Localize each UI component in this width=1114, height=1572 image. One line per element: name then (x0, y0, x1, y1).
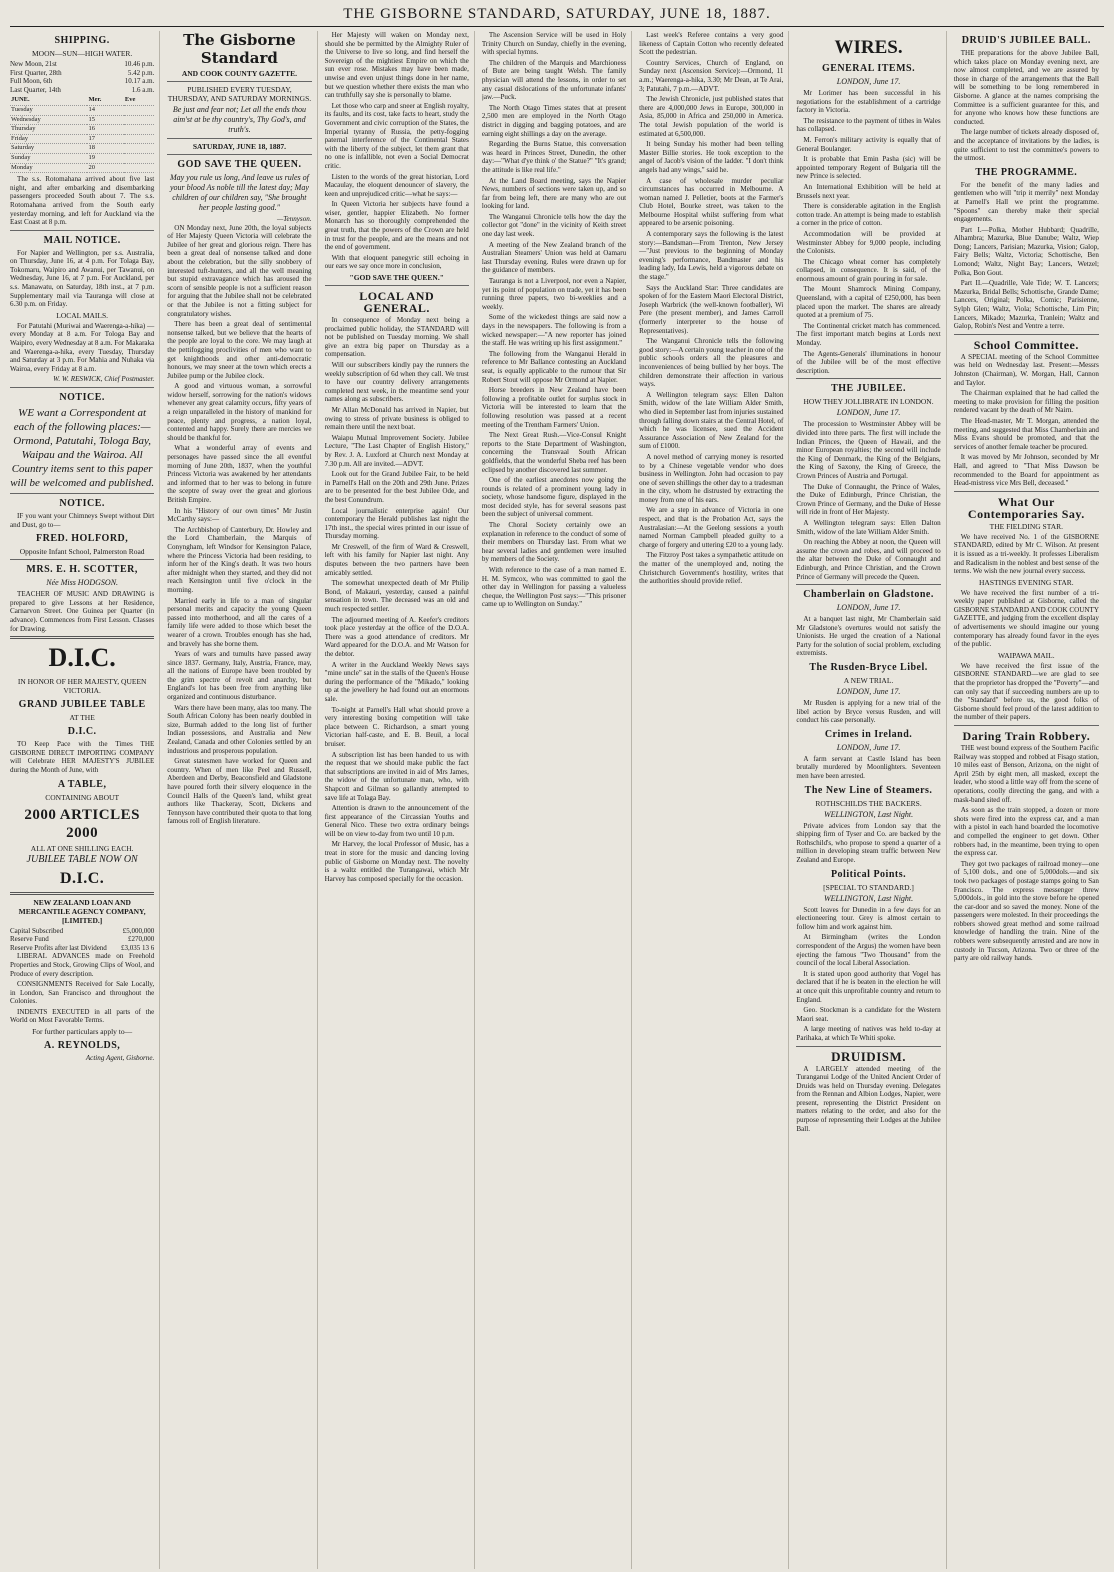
wire-item: The procession to Westminster Abbey will be divided into three parts. The first will include the Indian Princes, the Queen of Hawaii, and the minor European royalties; the second will include the King of Denmark, the King of the Belgians, the King of Saxony, the King of Greece, the Crown Princes of Austria and Portugal. (796, 420, 941, 480)
dateline: WELLINGTON, Last Night. (823, 809, 914, 819)
ball-paragraph: The large number of tickets already disposed of, and the acceptance of invitations by the ladies, is quite sufficient to test the committee's powers to the utmost. (953, 128, 1099, 163)
local-item: The somewhat unexpected death of Mr Philip Bond, of Makauri, yesterday, caused a painful sensation in town. The deceased was an old and much respected settler. (324, 579, 469, 614)
chimney-notice: IF you want your Chimneys Swept without Dirt and Dust, go to— (10, 512, 155, 529)
news-item: The Ascension Service will be used in Holy Trinity Church on Sunday, chiefly in the evening, with special hymns. (481, 31, 627, 57)
school-paragraph: The Head-master, Mr T. Morgan, attended the meeting, and suggested that Miss Chamberlain and Miss Evans should be promoted, and that the services of another female teacher be procured. (953, 416, 1099, 451)
divider (954, 725, 1099, 726)
shilling: ALL AT ONE SHILLING EACH. (30, 843, 134, 853)
wire-item: An International Exhibition will be held at Brussels next year. (796, 182, 941, 200)
local-item: A subscription list has been handed to us with the request that we should make public the fact that subscriptions are invited in aid of Mrs James, the widow of the unfortunate man, who, with Shapcott and Gilman so gallantly attempted to save life at Tolaga Bay. (324, 750, 469, 802)
wires-heading: WIRES. (834, 37, 903, 58)
agent-title: Acting Agent, Gisborne. (85, 1054, 155, 1063)
article-paragraph: Years of wars and tumults have passed away since 1837. Germany, Italy, Austria, France, may, all the nations of Europe have been troubled by the grim spectre of revolt and anarchy, but England's lot has been free from anything like organized and continuous disturbance. (167, 650, 312, 702)
wire-item: Private advices from London say that the shipping firm of Tyser and Co. are backed by the Rothschild's, who propose to spend a quarter of a million in developing steam traffic between New Zealand and Europe. (796, 821, 941, 864)
news-item: Tauranga is not a Liverpool, nor even a Napier, yet its point of population on trade, yet it has been running three papers, two bi-weeklies and a weekly. (481, 277, 627, 311)
wire-item: The resistance to the payment of tithes in Wales has collapsed. (796, 116, 941, 134)
capital-list (10, 927, 154, 953)
dic-heading-3: D.I.C. (59, 869, 105, 887)
political-subheading: [SPECIAL TO STANDARD.] (823, 882, 914, 892)
tide-blank (124, 125, 154, 135)
tide-date: 18 (87, 144, 123, 154)
moon-phase-label: First Quarter, 28th (10, 68, 62, 77)
dateline: LONDON, June 17. (836, 408, 901, 418)
news-item: One of the earliest anecdotes now going the rounds is related of a prominent young lady in society, whose handsome figure, displayed in the most decided style, has for several seasons past been the subject of universal comment. (481, 476, 627, 519)
fielding-star-heading: THE FIELDING STAR. (989, 521, 1063, 531)
column-5 (639, 31, 789, 1569)
divider (10, 493, 154, 494)
paper-subtitle: AND COOK COUNTY GAZETTE. (181, 69, 297, 78)
tide-table (10, 96, 154, 173)
tide-row (10, 105, 154, 115)
divider (954, 334, 1099, 335)
article-paragraph: The Archbishop of Canterbury, Dr. Howley and the Lord Chamberlain, the Marquis of Conyngham, left Windsor for Kensington Palace, where the Princess Victoria had been residing, to inform her of the King's death. It was two hours after midnight when they started, and they did not reach Kensington until five o'clock in the morning. (167, 525, 312, 594)
scotter-text: TEACHER OF MUSIC AND DRAWING is prepared to give Lessons at her Residence, Carnarvon Street. One Guinea per Quarter (in advance). Commences from First Lesson. Classes for Drawing. (10, 590, 155, 633)
ball-paragraph: THE preparations for the above Jubilee Ball, which takes place on Monday evening next, are now almost completed, and we are assured by those in charge of the arrangements that the Ball will be something to be long remembered in Gisborne. A glance at the names comprising the Committee is a sufficient guarantee for this, and for anyone who knows how these functions are conducted. (953, 49, 1099, 126)
tide-row (10, 144, 154, 154)
moon-heading: MOON—SUN—HIGH WATER. (32, 49, 133, 58)
divider (796, 584, 940, 585)
motto: Be just and fear not; Let all the ends thou aim'st at be thy country's, Thy God's, and truth's. (172, 105, 306, 134)
scotter-name: MRS. E. H. SCOTTER, (26, 564, 138, 576)
local-mails-text: For Patutahi (Muriwai and Waerenga-a-hika) — every Monday at 8 a.m. For Tologa Bay and Waipiro, every Wednesday at 8 a.m. For Makaraka and Waerenga-a-hika, every Tuesday, Thursday and Saturday at 3 p.m. For Mahia and Nuhaka via Wairoa, every Friday at 8 a.m. (10, 321, 155, 373)
shipping-heading: SHIPPING. (54, 35, 110, 46)
moon-phase-row (10, 77, 154, 86)
tide-day: Monday (10, 163, 87, 173)
wire-item: A large meeting of natives was held to-day at Parihaka, at which Te Whiti spoke. (796, 1025, 941, 1042)
capital-row (10, 935, 154, 944)
rusden-subheading: A NEW TRIAL. (843, 676, 894, 686)
wire-item: The Chicago wheat corner has completely collapsed, in consequence. It is said, of the enormous amount of grain pouring in for sale. (796, 257, 941, 283)
school-paragraph: A SPECIAL meeting of the School Committee was held on Wednesday last. Present:—Messrs Johnston (Chairman), W. Morgan, Hall, Cannon and Taylor. (953, 352, 1099, 387)
jubilee-subheading: HOW THEY JOLLIBRATE IN LONDON. (803, 397, 934, 407)
notice2-heading: NOTICE. (59, 498, 105, 509)
news-item: With reference to the case of a man named E. H. M. Symcox, who was committed to gaol the other day in Wellington for passing a valueless cheque, the Wellington Post says:—"This prisoner came up to Wellington on Sunday." (481, 566, 627, 609)
moon-phase-label: Full Moon, 6th (10, 77, 53, 86)
programme-paragraph: Part I.—Polka, Mother Hubbard; Quadrille, Alhambra; Mazurka, Blue Danube; Waltz, Wiep Dong; Lancers, Parisian; Mazurka, Vision; Galop, Fairy Bells; Waltz, Victoria; Schottische, Ben Lomond; Waltz, Night Bay; Lancers, Wetzel; Polka, Bon Gout. (953, 225, 1099, 277)
god-save-heading: GOD SAVE THE QUEEN. (177, 159, 302, 170)
moon-phase-row (10, 86, 154, 95)
local-item: Mr Allan McDonald has arrived in Napier, but owing to stress of private business is obliged to remain there until the next boat. (324, 405, 469, 432)
news-item: Some of the wickedest things are said now a days in the newspapers. The following is from a wicked newspaper:—"A new reporter has joined the staff. He was writing up his first assignment." (481, 313, 627, 348)
moon-phase-time: 10.17 a.m. (124, 77, 155, 86)
tide-day: Saturday (10, 144, 87, 154)
tide-date: 17 (87, 134, 123, 144)
divider (167, 138, 311, 139)
moon-phase-row (10, 60, 154, 69)
steamers-heading: The New Line of Steamers. (804, 784, 933, 796)
article-paragraph: Great statesmen have worked for Queen and country. When of men like Peel and Russell, Aberdeen and Derby, Beaconsfield and Gladstone have poured forth their silvery eloquence in the Council Halls of the Queen's land, whilst great authors like Thackeray, Scott, Dickens and Tennyson have contributed their quota to that long famous roll of English literature. (167, 757, 312, 826)
programme-paragraph: Part II.—Quadrille, Vale Tide; W. T. Lancers; Mazurka, Bridal Bells; Schottische, Grande Dame; Lancers, Original; Polka, Comic; Parisienne, Sylph Glen; Waltz, Viola; Schottische, Lim Pin; Lancers, Mikado; Mazurka, Tranlein; Waltz and Galop, Robin's Nest and Ventre a terre. (953, 279, 1099, 331)
robbery-paragraph: They got two packages of railroad money—one of 5,100 dols., and one of 5,000dols.—and six took two packages of postage stamps going to San Francisco. The express messenger threw 5,000dols., in gold into the stove before he opened the car-door and so saved the money. None of the passengers were molested. In their proceedings the robbers showed great method and some railroad knowledge of handling the train. Nine of the robbers were subsequently arrested and are now in custody in Tucson, Arizona. Two or three of the party are old railway hands. (953, 859, 1099, 963)
article-paragraph: Wars there have been many, alas too many. The South African Colony has been nearly doubled in size, Burmah added to the long list of further Indian possessions, and Australia and New Zealand, Canada and other Colonies settled by an industrious and prosperous population. (167, 703, 312, 755)
capital-row (10, 927, 154, 936)
news-item: A meeting of the New Zealand branch of the Australian Steamers' Union was held at Oamaru last Thursday evening. Rules were drawn up for the guidance of members. (481, 240, 627, 275)
holford-name: FRED. HOLFORD, (36, 533, 129, 545)
dateline: LONDON, June 17. (836, 687, 901, 697)
divider (10, 387, 154, 388)
chamberlain-heading: Chamberlain on Gladstone. (803, 589, 934, 601)
news-item: The Wanganui Chronicle tells the following good story:—A certain young teacher in one of the public schools orders all the pleasures and inconveniences of being bullied by her boys. The children demonstrate their affection in various ways. (639, 337, 784, 389)
news-item: The children of the Marquis and Marchioness of Bute are being taught Welsh. The family physician will attend the lessons, in order to set any casual dislocations of the unfortunate infants' jaw.—Puck. (481, 58, 627, 102)
jubilee-heading: THE JUBILEE. (831, 383, 906, 395)
tide-blank (124, 153, 154, 163)
tide-header-eve: Eve (124, 96, 154, 105)
mail-notice-text: For Napier and Wellington, per s.s. Australia, on Thursday, June 16, at 4 p.m. For Tolaga Bay, Tokomaru, Waipiro and Awanui, per Tawanui, on Wednesday, June 16, at 7 p.m. For Auckland, per s.s. Manawatu, on Saturday, 18th inst., at 7 p.m. Supplementary mail via Tauranga will close at 6.30 p.m. on Friday. (10, 248, 155, 309)
wire-item: Geo. Stockman is a candidate for the Western Maori seat. (796, 1006, 941, 1023)
news-item: A Wellington telegram says: Ellen Dalton Smith, widow of the late William Alder Smith, who died in September last from injuries sustained through falling down stairs at the Central Hotel, of which he was licensee, sued the Accident Assurance Association of New Zealand for the sum of £1000. (639, 390, 784, 451)
dateline: WELLINGTON, Last Night. (823, 893, 914, 903)
tide-blank (124, 115, 154, 125)
news-item: The Wanganui Chronicle tells how the day the collector got "done" in the vicinity of Keith street one day last week. (481, 212, 627, 239)
moon-phase-row (10, 69, 154, 78)
crimes-heading: Crimes in Ireland. (824, 728, 913, 740)
tide-day: Sunday (10, 153, 87, 163)
masthead: THE GISBORNE STANDARD, SATURDAY, JUNE 18, 1887. (343, 6, 771, 22)
news-item: We are a step in advance of Victoria in one respect, and that is the Probation Act, says the Australasian:—At the Geelong sessions a youth named Norman Campbell pleaded guilty to a charge of forgery and uttering £20 to a young lady. (639, 506, 784, 549)
article-paragraph: In his "History of our own times" Mr Justin McCarthy says:— (167, 506, 312, 524)
articles-count: 2000 ARTICLES 2000 (24, 806, 140, 841)
jubilee-now-on: JUBILEE TABLE NOW ON (26, 853, 138, 865)
column-4 (482, 31, 632, 1569)
containing: CONTAINING ABOUT (45, 792, 120, 802)
news-item: Regarding the Burns Statue, this conversation was heard in Princes Street, Dunedin, the other day:—"What d'ye think o' the Statue?" "It's grand; the attitude is like real life." (481, 140, 627, 174)
news-item: At the Land Board meeting, says the Napier News, numbers of sections were taken up, and so far from being left, there are many who are out looking for land. (481, 176, 627, 211)
capital-value: £5,000,000 (122, 926, 155, 935)
article-paragraph: A good and virtuous woman, a sorrowful widow herself, sorrowing for the nation's widows whenever any great calamity occurs, fifty years of a reign unparalleled in the history of mankind for peace, plenty and progress, a nation loyal, contented and happy. Surely there are mercies we should be thankful for. (167, 382, 312, 442)
capital-value: £3,035 13 6 (121, 943, 155, 952)
divider (10, 636, 154, 639)
tide-date: 16 (87, 125, 123, 135)
tide-day: Thursday (10, 125, 87, 135)
notice-heading: NOTICE. (59, 392, 105, 403)
wire-item: It is stated upon good authority that Vogel has declared that if he is beaten in the election he will at once quit this unprofitable country and return to England. (796, 969, 941, 1004)
tide-day: Tuesday (10, 105, 87, 115)
a-table: A TABLE, (57, 778, 107, 790)
tide-row (10, 153, 154, 163)
tide-blank (124, 134, 154, 144)
capital-label: Reserve Fund (10, 935, 49, 944)
news-item: Says the Auckland Star: Three candidates are spoken of for the Eastern Maori Electoral District, Joseph Warbrick (the well-known footballer), Wi Pere (the present member), and James Carroll (formerly interpreter to the house of Representatives). (639, 283, 784, 335)
steamers-subheading: ROTHSCHILDS THE BACKERS. (815, 798, 922, 808)
tide-date: 19 (87, 153, 123, 163)
tide-row (10, 163, 154, 173)
tide-row (10, 115, 154, 125)
local-general-heading: LOCAL AND GENERAL. (359, 289, 435, 316)
tide-row (10, 125, 154, 135)
news-item: The Choral Society certainly owe an explanation in reference to the conduct of some of their members on Thursday last. From what we hear several ladies and gentlemen were insulted by members of the Society. (481, 521, 627, 564)
news-item: It being Sunday his mother had been telling Master Billie stories. He took exception to the angel of Jacob's vision of the ladder. "I don't think angels had any wings," said he. (639, 140, 784, 174)
dateline: LONDON, June 17. (836, 603, 901, 613)
local-item: In consequence of Monday next being a proclaimed public holiday, the STANDARD will not be published on Tuesday morning. We shall give an extra big paper on Thursday as a compensation. (324, 316, 469, 359)
article-paragraph: Let those who carp and sneer at English royalty, its faults, and its cost, take facts to heart, study the Government and civic corruption of the States, the Imperial tyranny of Russia, the petty-fogging paternal interference of the Continental States with the liberty of the subject, let them grant that no one is infallible, not even a Social Democrat critic. (324, 101, 469, 170)
news-item: The Next Great Rush.—Vice-Consul Knight reports to the State Department of Washington, concerning the Transvaal South African goldfields, that the wonderful Sheba reef has been eclipsed by another discovered last summer. (481, 431, 627, 474)
contemporary-paragraph: We have received the first issue of the GISBORNE STANDARD—we are glad to see that the proprietor has dropped the "Poverty"—and can only say that if succeeding numbers are up to the "Standard" before us, the good folks of Gisborne should feel proud of the latest addition to the number of their papers. (953, 661, 1099, 722)
tide-day: Friday (10, 134, 87, 144)
local-item: Look out for the Grand Jubilee Fair, to be held in Parnell's Hall on the 20th and 29th June. Prizes are to be presented for the best Jubilee Ode, and the best Conundrum. (324, 470, 469, 504)
moon-phase-time: 1.6 a.m. (131, 85, 155, 94)
moon-phase-time: 10.46 p.m. (124, 60, 155, 68)
robbery-paragraph: THE west bound express of the Southern Pacific Railway was stopped and robbed at Fisago station, 10 miles east of Benson, Arizona, on the night of April 25th by eight men, all masked, except the leader, who stood a little way off from the scene of operations, coolly directing the gang, and with a mask-band sited off. (953, 744, 1099, 804)
druidism-heading: DRUIDISM. (831, 1048, 906, 1064)
capital-label: Capital Subscribed (10, 926, 64, 935)
column-3 (325, 31, 475, 1569)
divider (10, 559, 154, 560)
news-item: Horse breeders in New Zealand have been following a profitable outlet for surplus stock in Victoria will be interested to learn that the following resolution was passed at a recent meeting of the Trentham Farmers' Union. (481, 386, 627, 429)
local-item: To-night at Parnell's Hall what should prove a very interesting boxing competition will take place between C. Richardson, a smart young Victorian half-caste, and E. B. Beuil, a local bruiser. (324, 705, 469, 748)
local-item: A writer in the Auckland Weekly News says "mine uncle" sat in the stalls of the Queen's House during the performance of the "Mikado," looking up at the jewellery he had found out an enormous sale. (324, 660, 469, 703)
wire-item: Scott leaves for Dunedin in a few days for an electioneering tour. Grey is almost certain to follow him and work against him. (796, 905, 941, 931)
wire-item: The Mount Shamrock Mining Company, Queensland, with a capital of £250,000, has been placed upon the market. The shares are already quoted at a premium of 75. (796, 285, 941, 320)
news-item: A case of wholesale murder peculiar circumstances has occurred in Melbourne. A woman named J. Pelletier, boots at the Farmer's Club Hotel, Bourke street, was taken to the Melbourne Hospital whilst suffering from what appeared to be arsenic poisoning. (639, 176, 784, 228)
article-paragraph: In Queen Victoria her subjects have found a wiser, gentler, happier Elizabeth. No former Monarch has so thoroughly comprehended the great truth, that the powers of the Crown are held in trust for the people, and are the means and not the end of government. (324, 200, 469, 252)
waipawa-heading: WAIPAWA MAIL. (998, 650, 1055, 660)
column-1 (10, 31, 160, 1569)
programme-paragraph: For the benefit of the many ladies and gentlemen who will "trip it merrily" next Monday at Parnell's Hall we print the programme. "Spoons" can thereby make their special engagements. (953, 180, 1099, 224)
capital-row (10, 944, 154, 953)
wire-item: A farm servant at Castle Island has been brutally murdered by Moonlighters. Seventeen men have been arrested. (796, 754, 941, 781)
wire-item: At Birmingham (writes the London correspondent of the Argus) the women have been ejecting the famous "Two Thousand" from the council of the local Liberal Association. (796, 933, 941, 968)
moon-phase-time: 5.42 p.m. (127, 68, 155, 77)
moon-phase-label: Last Quarter, 14th (10, 85, 61, 94)
local-mails-heading: LOCAL MAILS. (56, 310, 109, 320)
postmaster-signature: W. W. RESWICK, Chief Postmaster. (53, 375, 155, 384)
local-item: Waiapu Mutual Improvement Society. Jubilee Lecture, "The Last Chapter of English History," by Rev. J. A. Luxford at Church next Monday at 7.30 p.m. All are invited.—ADVT. (324, 433, 469, 468)
school-paragraph: The Chairman explained that he had called the meeting to make provision for filling the position rendered vacant by the death of Mr Nairn. (953, 389, 1099, 415)
further: For further particulars apply to— (32, 1027, 133, 1037)
tide-date: 20 (87, 163, 123, 173)
local-item: Mr Harvey, the local Professor of Music, has a treat in store for the music and dancing loving public of Gisborne on Monday next. The novelty is a waltz entitled the Turangawai, which Mr Harvey has composed specially for the occasion. (324, 840, 469, 883)
god-save-closing: "GOD SAVE THE QUEEN." (349, 273, 444, 283)
article-paragraph: ON Monday next, June 20th, the loyal subjects of Her Majesty Queen Victoria will celebrate the Jubilee of her great and glorious reign. There has been a great deal of nonsense talked and done about the celebration, but the silly snobbery of interested tuft-hunters, and all the well meaning but stupid extravagance which has aroused the scorn of sensible people is not a sufficient reason for arguing that the Jubilee shall not be celebrated or that the Jubilee is not a fitting subject for congratulatory wishes. (167, 223, 312, 318)
reynolds-name: A. REYNOLDS, (43, 1040, 121, 1052)
correspondent-notice: WE want a Correspondent at each of the following places:—Ormond, Patutahi, Tologa Bay, Waipau and the Wairoa. All Country items sent to this paper will be welcomed and published. (10, 407, 155, 489)
paper-title: The Gisborne Standard (183, 31, 296, 67)
poem: May you rule us long, And leave us rules of your blood As noble till the latest day; May children of our children say, "She brought her people lasting good." (169, 173, 309, 212)
tide-date: 15 (87, 115, 123, 125)
capital-value: £270,000 (128, 935, 155, 944)
shipping-text: The s.s. Rotomahana arrived about five last night, and after embarking and disembarking passengers proceeded South about 7. The s.s. Rotomahana arrived from the South early yesterday morning, and left for Auckland via the East Coast at 8 p.m. (10, 175, 155, 227)
divider (796, 1046, 940, 1047)
general-items-heading: GENERAL ITEMS. (821, 63, 916, 74)
dateline: LONDON, June 17. (836, 77, 901, 86)
dic-heading: D.I.C. (48, 643, 116, 673)
train-robbery-heading: Daring Train Robbery. (962, 729, 1091, 743)
wire-item: On reaching the Abbey at noon, the Queen will assume the crown and robes, and will proceed to the altar between the Duke of Connaught and Edinburgh, and Prince Christian, and the Crown Prince of Germany will precede the Queen. (796, 538, 941, 581)
divider (796, 378, 940, 379)
robbery-paragraph: As soon as the train stopped, a dozen or more shots were fired into the express car, and a man with a pistol in each hand boarded the locomotive and compelled the engineer to get down. Other robbers had, in the meantime, been trying to open the express car. (953, 806, 1099, 858)
news-item: A contemporary says the following is the latest story:—Bandsman—From Trenton, New Jersey—"Just previous to the beginning of Monday evening's performance, Bandmaster and his leading lady, Ida Lewis, held a vigorous debate on the stage." (639, 230, 784, 282)
divider (954, 491, 1099, 492)
wire-item: The Agents-Generals' illuminations in honour of the Jubilee will be of the most effective description. (796, 349, 941, 375)
columns (10, 31, 1104, 1569)
column-7 (954, 31, 1104, 1569)
wire-item: M. Ferron's military activity is equally that of General Boulanger. (796, 135, 941, 153)
liberal-text: LIBERAL ADVANCES made on Freehold Properties and Stock, Growing Clips of Wool, and Produce of every description. (10, 952, 155, 978)
news-item: The Fitzroy Post takes a sympathetic attitude on the matter of the unemployed and, noting the Christchurch Government's hostility, writes that the authorities should provide relief. (639, 551, 784, 586)
tide-header-month: JUNE. (10, 96, 87, 105)
wire-item: The Duke of Connaught, the Prince of Wales, the Duke of Edinburgh, Prince Christian, the Crown Prince of Germany, and the Duke of Hesse will ride in front of Her Majesty. (796, 482, 941, 517)
dateline: LONDON, June 17. (836, 742, 901, 752)
dic-text: TO Keep Pace with the Times THE GISBORNE DIRECT IMPORTING COMPANY will Celebrate HER MAJESTY'S JUBILEE during the Month of June, with (10, 740, 155, 774)
capital-label: Reserve Profits after last Dividend (10, 943, 107, 952)
contemporary-paragraph: We have received No. 1 of the GISBORNE STANDARD, edited by Mr C. Wilson. At present it is issued as a tri-weekly. It professes Liberalism and Radicalism in the noblest and best sense of the terms. We wish the new journal every success. (953, 532, 1099, 576)
school-paragraph: It was moved by Mr Johnson, seconded by Mr Hall, and agreed to "That Miss Dawson be recommended to the Board for appointment as Head-mistress vice Mrs Bell, deceased." (953, 453, 1099, 488)
wire-item: Accommodation will be provided at Westminster Abbey for 9,000 people, including the Colonists. (796, 229, 941, 256)
divider (10, 892, 154, 895)
news-item: A novel method of carrying money is resorted to by a Chinese vegetable vendor who does business in Wellington. John had occasion to pay one of seven shillings the other day to a tradesman in the city, whom he distrusted by extracting the money from one of his ears. (639, 452, 784, 504)
contemporaries-heading: What Our Contemporaries Say. (967, 494, 1085, 521)
dic-honour: IN HONOR OF HER MAJESTY, QUEEN VICTORIA. (17, 677, 147, 696)
divider (325, 285, 469, 286)
wire-item: The Continental cricket match has commenced. The first important match begins at Lords next Monday. (796, 321, 941, 348)
holford-address: Opposite Infant School, Palmerston Road (19, 547, 145, 557)
news-item: The following from the Wanganui Herald in reference to Mr Ballance contesting an Auckland seat, is equally applicable to the rumour that Sir Robert Stout will oppose Mr Ormond at Napier. (481, 349, 627, 384)
divider (167, 154, 311, 155)
article-paragraph: Listen to the words of the great historian, Lord Macaulay, the eloquent denouncer of slavery, the keen and unprejudiced critic—what he says:— (324, 172, 469, 198)
article-paragraph: What a wonderful array of events and personages have passed since the all eventful morning of June 20th, 1837, when the youthful Princess Victoria was awakened by her attendants and informed that to her was to belong in future the sceptre of sway over the great and glorious British Empire. (167, 444, 312, 504)
contemporary-paragraph: We have received the first number of a tri-weekly paper published at Gisborne, called the GISBORNE STANDARD AND COOK COUNTY GAZETTE, and judging from the excellent display of advertisements we should imagine our young contemporary has already found favor in the eyes of the public. (953, 588, 1099, 649)
masthead-rule (10, 26, 1104, 27)
column-2 (167, 31, 317, 1569)
tide-day: Wednesday (10, 115, 87, 125)
wire-item: A Wellington telegram says: Ellen Dalton Smith, widow of the late William Alder Smith. (796, 518, 941, 536)
tide-blank (124, 163, 154, 173)
tide-date: 14 (87, 105, 123, 115)
wire-item: Mr Rusden is applying for a new trial of the libel action by Bryce versus Rusden, and will conduct his case personally. (796, 699, 941, 725)
article-paragraph: Her Majesty will waken on Monday next, should she be permitted by the Almighty Ruler of the Universe to live so long, and find herself the Sovereign of the mightiest Empire on which the sun ever rose. Mistakes may have been made, unwise and even unjust things done in her name, but we question whether there exists the man who can truthfully say she is personally to blame. (324, 31, 469, 100)
nz-loan-heading: NEW ZEALAND LOAN AND MERCANTILE AGENCY COMPANY, [LIMITED.] (18, 897, 146, 925)
rusden-heading: The Rusden-Bryce Libel. (809, 662, 928, 674)
hastings-heading: HASTINGS EVENING STAR. (979, 577, 1074, 587)
article-paragraph: With that eloquent panegyric still echoing in our ears we say once more in conclusion, (324, 253, 469, 271)
article-paragraph: Married early in life to a man of singular personal merits and capacity the young Queen passed into motherhood, and all the cares of a family life were added to those which beset the wearer of a crown. Troubles enough has she had, and bravely has she borne them. (167, 596, 312, 648)
local-item: Attention is drawn to the announcement of the first appearance of the Circassian Youths and General Nico. These two extra ordinary beings will be on view to-day from two until 10 p.m. (324, 804, 469, 838)
news-item: Last week's Referee contains a very good likeness of Captain Cotton who recently defeated Scott the pedestrian. (639, 31, 784, 57)
dic-heading-2: D.I.C. (67, 726, 97, 738)
wire-item: It is probable that Emin Pasha (sic) will be appointed temporary Regent of Bulgaria till the new Prince is selected. (796, 155, 941, 181)
indents-text: INDENTS EXECUTED in all parts of the World on Most Favorable Terms. (10, 1007, 155, 1025)
divider (167, 81, 311, 82)
tide-header-mer: Mer. (87, 96, 123, 105)
published-days: PUBLISHED EVERY TUESDAY, THURSDAY, AND SATURDAY MORNINGS. (167, 85, 312, 103)
moon-phases (10, 60, 154, 94)
mail-notice-heading: MAIL NOTICE. (43, 234, 121, 246)
local-item: The adjourned meeting of A. Keefer's creditors took place yesterday at the office of the D.O.A. There was a good attendance of creditors. Mr Ward appeared for the D.O.A. and Mr Watson for the debtor. (324, 615, 469, 658)
local-item: Local journalistic enterprise again! Our contemporary the Herald publishes last night the 17th inst., the special wires printed in our issue of Thursday morning. (324, 506, 469, 541)
wire-item: A LARGELY attended meeting of the Turanganui Lodge of the United Ancient Order of Druids was held on Thursday evening. Delegates from the Rennan and Albion Lodges, Napier, were present, representing the District President on matters relating to the order, and also for the purpose of representing their Lodges at the Jubilee Ball. (796, 1064, 941, 1133)
wire-item: Mr Lorimer has been successful in his negotiations for the establishment of a cartridge factory in Victoria. (796, 89, 941, 115)
news-item: The North Otago Times states that at present 2,500 men are employed in the North Otago district in digging and bagging potatoes, and are earning eight shillings a day on the average. (481, 103, 627, 138)
divider (10, 230, 154, 231)
scotter-nee: Née Miss HODGSON. (46, 578, 119, 588)
jubilee-table-heading: GRAND JUBILEE TABLE (18, 699, 146, 711)
wire-item: There is considerable agitation in the English cotton trade. An attempt is being made to establish a corner in the price of cotton. (796, 202, 941, 228)
school-committee-heading: School Committee. (973, 337, 1079, 352)
tide-blank (124, 144, 154, 154)
issue-date: SATURDAY, JUNE 18, 1887. (192, 142, 286, 151)
moon-phase-label: New Moon, 21st (10, 60, 57, 68)
wire-item: At a banquet last night, Mr Chamberlain said Mr Gladstone's overtures would not satisfy the Unionists. He urged the creation of a National Party for the solution of social problem, excluding extremists. (796, 615, 941, 658)
article-paragraph: There has been a great deal of sentimental nonsense talked, but we believe that the hearts of the people are loyal to the core. We may laugh at the pettifogging proclivities of men who want to get knighthoods and other anti-democratic honours, we may sneer at the town which erects a Jubilee pump or the Jubilee clock. (167, 320, 312, 380)
column-6 (796, 31, 946, 1569)
tide-blank (124, 105, 154, 115)
local-item: Will our subscribers kindly pay the runners the weekly subscription of 6d when they call. We trust to have our country delivery arrangements completed next week, in the meantime send your names along as subscribers. (324, 361, 469, 404)
news-item: Country Services, Church of England, on Sunday next (Ascension Service):—Ormond, 11 a.m.; Waerenga-a-hika, 3.30; Mr Dean, at Te Arai, 3; Patutahi, 7 p.m.—ADVT. (639, 58, 784, 93)
programme-heading: THE PROGRAMME. (975, 166, 1078, 178)
political-heading: Political Points. (830, 868, 907, 880)
poem-signature: —Tennyson. (276, 215, 312, 223)
news-item: The Jewish Chronicle, just published states that there are 4,000,000 Jews in Europe, 300,000 in Asia, 85,000 in Africa and 250,000 in America. The total Jewish population of the world is estimated at 6,500,000. (639, 95, 784, 138)
consign-text: CONSIGNMENTS Received for Sale Locally, in London, San Francisco and throughout the Colonies. (10, 980, 155, 1006)
local-item: Mr Creswell, of the firm of Ward & Creswell, left with his family for Napier last night. Any disputes between the two partners have been amicably settled. (324, 542, 469, 577)
at-the: AT THE (69, 713, 95, 723)
druid-ball-heading: DRUID'S JUBILEE BALL. (961, 35, 1091, 46)
tide-row (10, 134, 154, 144)
